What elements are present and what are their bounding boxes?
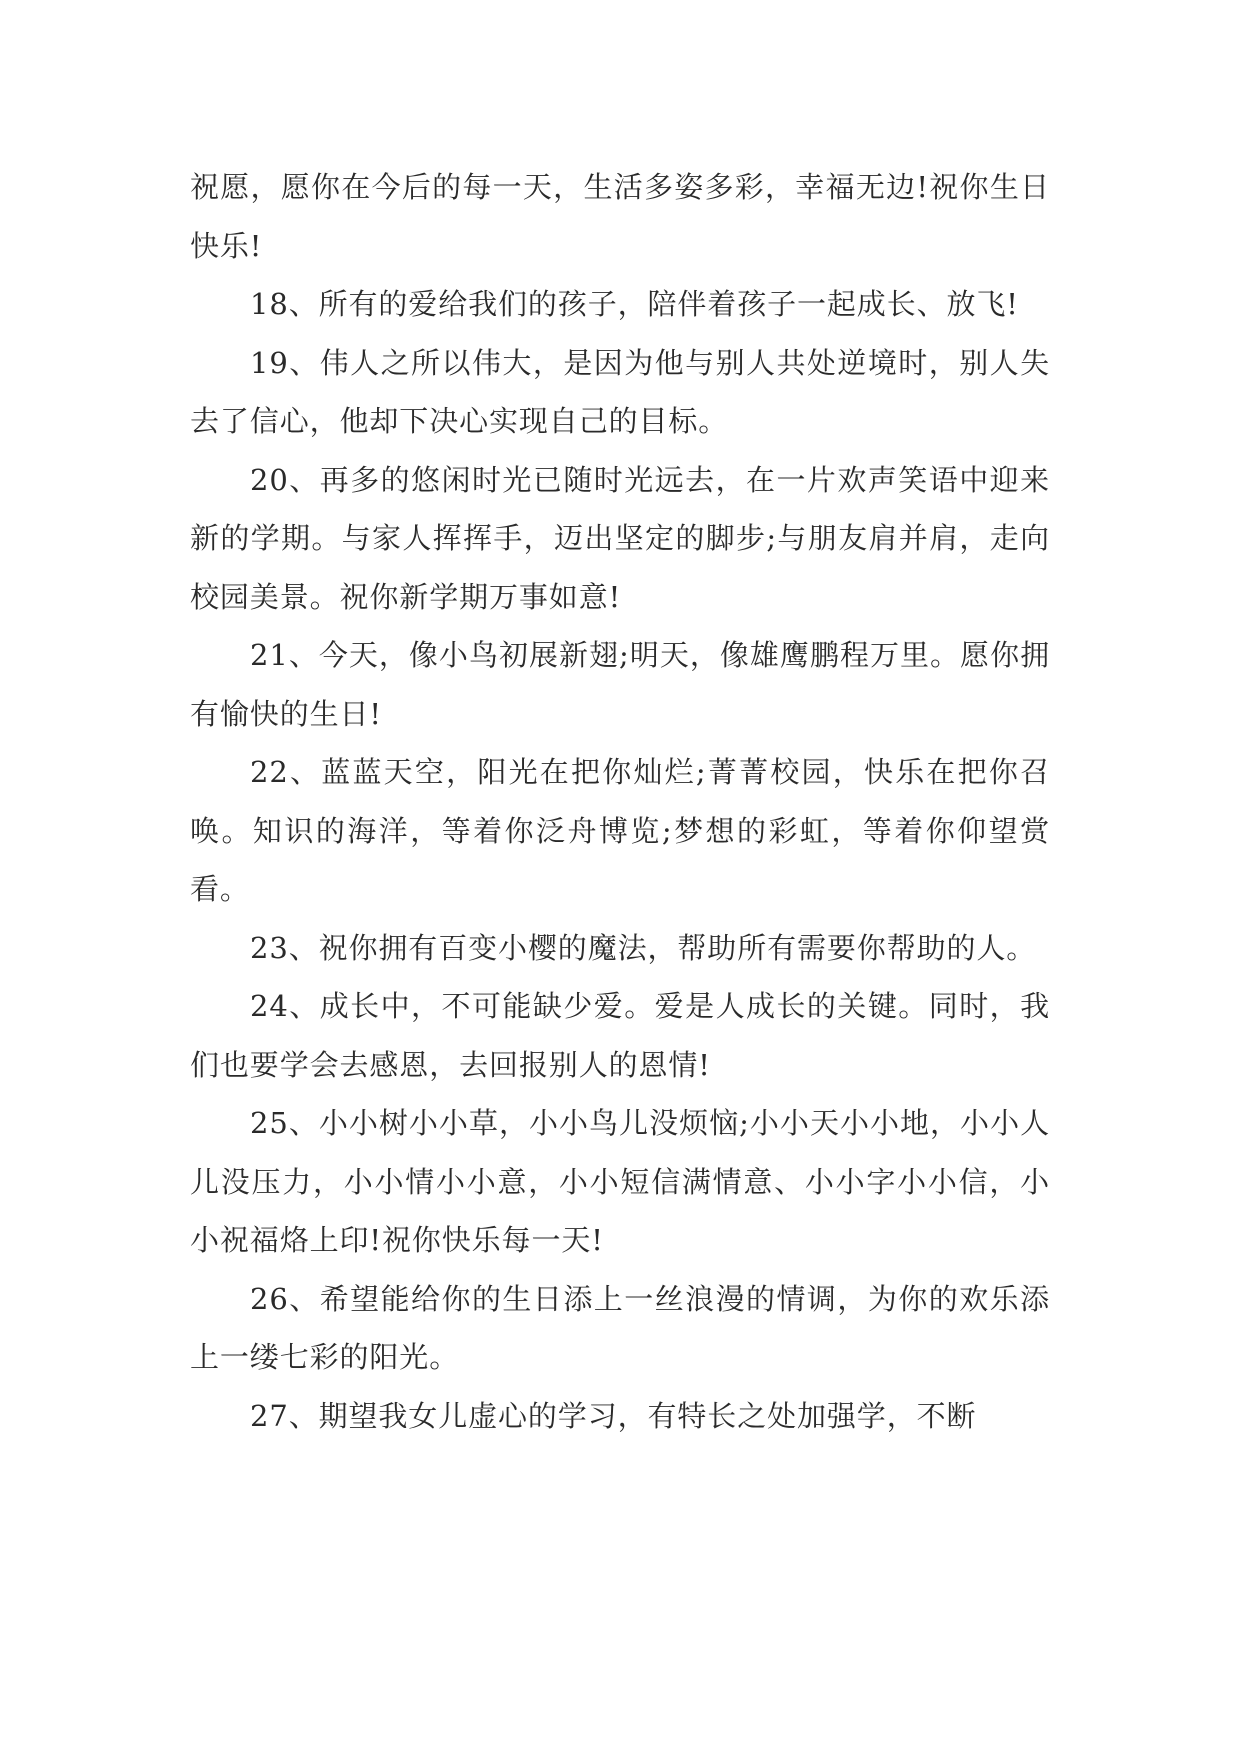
paragraph-22: 22、蓝蓝天空，阳光在把你灿烂;菁菁校园，快乐在把你召唤。知识的海洋，等着你泛舟博览;梦想的彩虹，等着你仰望赏看。 [190,755,1050,906]
paragraph-26: 26、希望能给你的生日添上一丝浪漫的情调，为你的欢乐添上一缕七彩的阳光。 [190,1281,1050,1374]
paragraph-20: 20、再多的悠闲时光已随时光远去，在一片欢声笑语中迎来新的学期。与家人挥挥手，迈出坚定的脚步;与朋友肩并肩，走向校园美景。祝你新学期万事如意! [190,462,1050,614]
paragraph-18: 18、所有的爱给我们的孩子，陪伴着孩子一起成长、放飞! [250,287,1019,321]
paragraph-21: 21、今天，像小鸟初展新翅;明天，像雄鹰鹏程万里。愿你拥有愉快的生日! [190,638,1050,731]
paragraph-25: 25、小小树小小草，小小鸟儿没烦恼;小小天小小地，小小人儿没压力，小小情小小意，小小短信满情意、小小字小小信，小小祝福烙上印!祝你快乐每一天! [190,1106,1050,1257]
paragraph-23: 23、祝你拥有百变小樱的魔法，帮助所有需要你帮助的人。 [250,930,1037,965]
paragraph-19: 19、伟人之所以伟大，是因为他与别人共处逆境时，别人失去了信心，他却下决心实现自己的目标。 [190,345,1050,438]
paragraph-24: 24、成长中，不可能缺少爱。爱是人成长的关键。同时，我们也要学会去感恩，去回报别人的恩情! [190,989,1050,1082]
paragraph-27: 27、期望我女儿虚心的学习，有特长之处加强学，不断 [250,1398,977,1433]
paragraph-continuation: 祝愿，愿你在今后的每一天，生活多姿多彩，幸福无边!祝你生日快乐! [190,170,1050,263]
document-body [190,158,1050,1445]
